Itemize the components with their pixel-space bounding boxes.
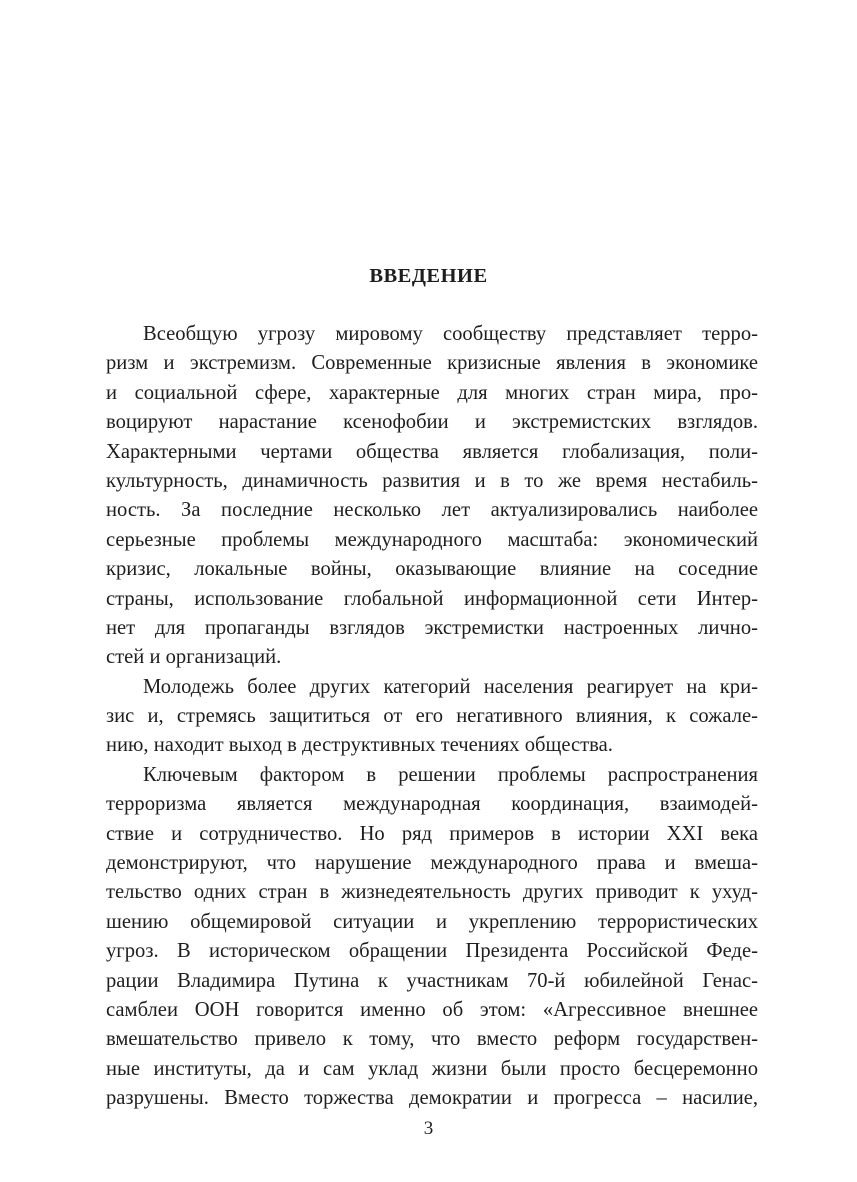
text-line: рации Владимира Путина к участникам 70-й юбилейной Генас- — [106, 969, 758, 992]
text-line: серьезные проблемы международного масштаба: экономический — [106, 528, 758, 551]
text-line: вмешательство привело к тому, что вместо реформ государствен- — [106, 1028, 758, 1051]
text-line: разрушены. Вместо торжества демократии и прогресса – насилие, — [106, 1087, 758, 1110]
text-line: Всеобщую угрозу мировому сообществу представляет терро- — [143, 323, 758, 345]
text-line: ризм и экстремизм. Современные кризисные явления в экономике — [106, 352, 758, 375]
text-line: ные институты, да и сам уклад жизни были просто бесцеремонно — [106, 1057, 758, 1080]
text-line: нию, находит выход в деструктивных течениях общества. — [106, 734, 613, 757]
text-line: культурность, динамичность развития и в то же время нестабиль- — [106, 469, 758, 492]
page-title: ВВЕДЕНИЕ — [369, 265, 488, 287]
text-line: Характерными чертами общества является глобализация, поли- — [106, 440, 758, 463]
text-line: и социальной сфере, характерные для многих стран мира, про- — [106, 381, 758, 404]
text-line: нет для пропаганды взглядов экстремистки настроенных лично- — [106, 616, 758, 639]
page-number: 3 — [423, 1118, 434, 1139]
text-line: воцируют нарастание ксенофобии и экстремистских взглядов. — [106, 411, 758, 434]
text-line: стей и организаций. — [106, 646, 282, 669]
text-line: демонстрируют, что нарушение международного права и вмеша- — [106, 852, 758, 875]
text-line: страны, использование глобальной информационной сети Интер- — [106, 587, 758, 610]
text-line: самблеи ООН говорится именно об этом: «Агрессивное внешнее — [106, 998, 758, 1021]
text-line: угроз. В историческом обращении Президента Российской Феде- — [106, 940, 758, 963]
text-line: ность. За последние несколько лет актуализировались наиболее — [106, 499, 758, 522]
text-line: кризис, локальные войны, оказывающие влияние на соседние — [106, 558, 758, 581]
text-line: шению общемировой ситуации и укреплению террористических — [106, 910, 758, 933]
text-line: тельство одних стран в жизнедеятельность других приводит к ухуд- — [106, 881, 758, 904]
text-line: Ключевым фактором в решении проблемы распространения — [143, 763, 758, 786]
text-line: зис и, стремясь защититься от его негативного влияния, к сожале- — [106, 705, 758, 728]
text-line: терроризма является международная координация, взаимодей- — [106, 793, 758, 816]
text-line: Молодежь более других категорий населения реагирует на кри- — [143, 675, 758, 698]
body-text — [106, 320, 758, 1114]
text-line: ствие и сотрудничество. Но ряд примеров в истории XXI века — [106, 822, 758, 845]
